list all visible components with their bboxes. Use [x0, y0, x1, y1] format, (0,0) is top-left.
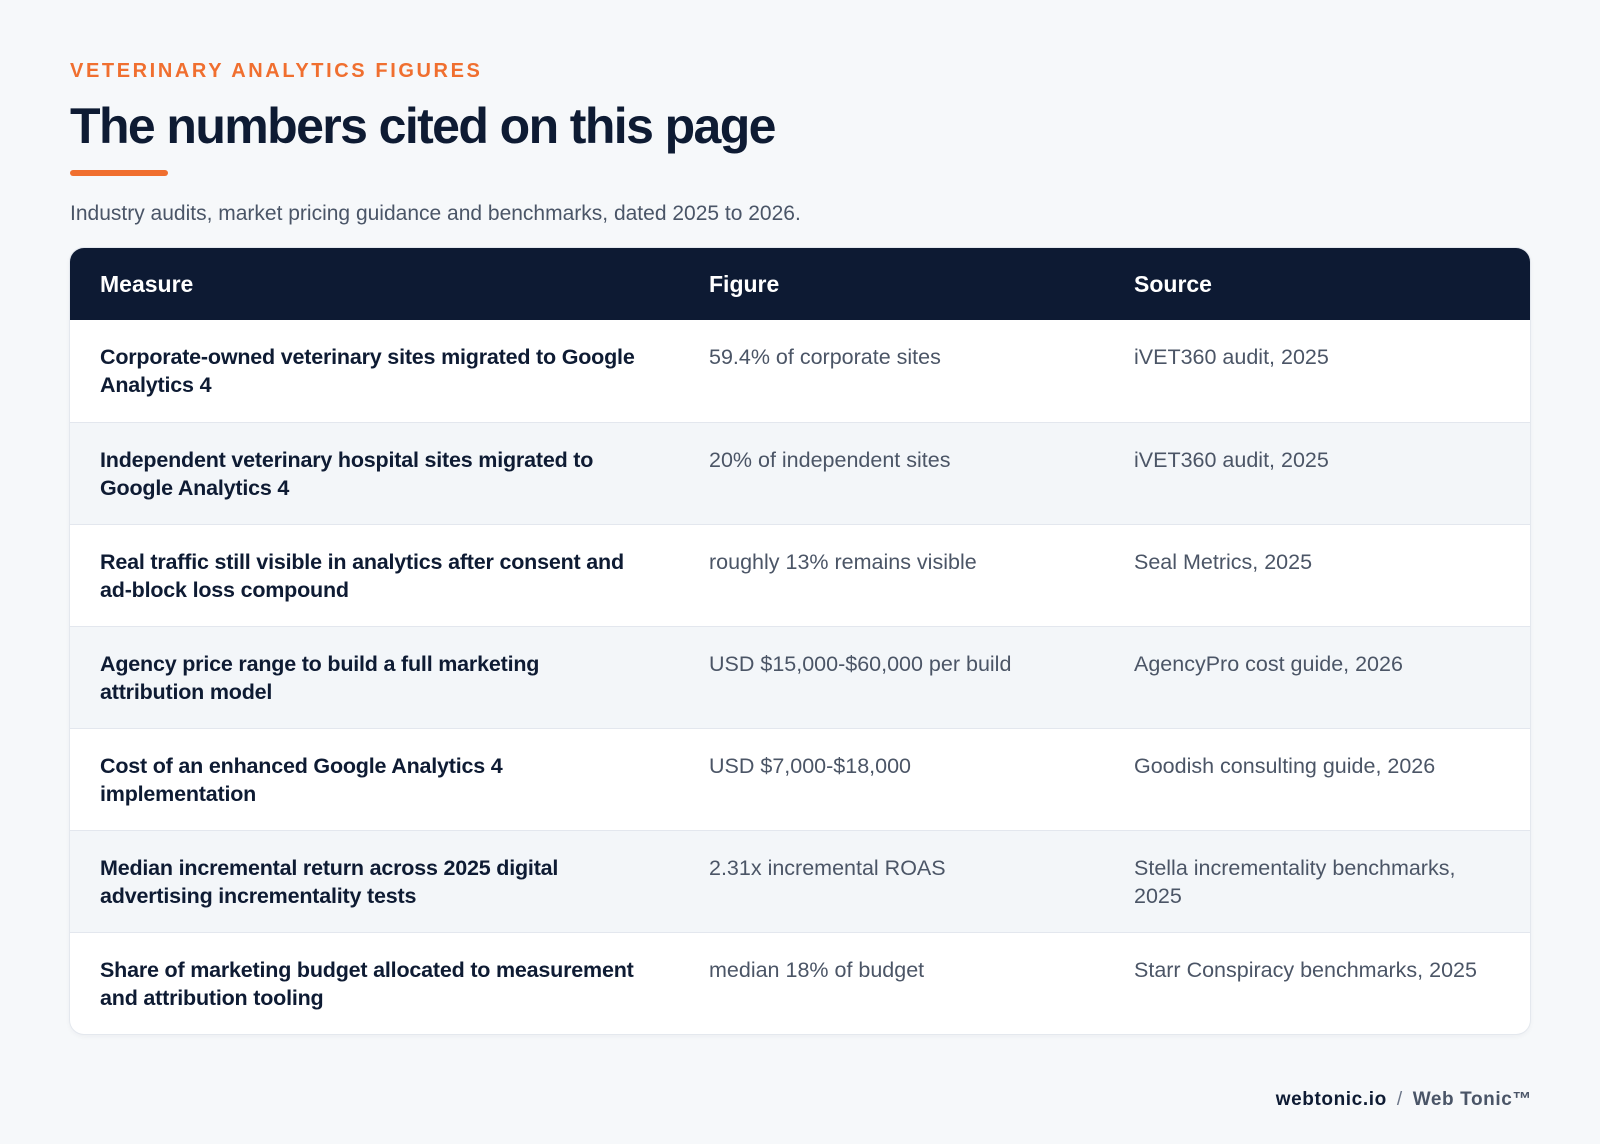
source-cell: iVET360 audit, 2025 — [1134, 447, 1329, 472]
source-cell: Goodish consulting guide, 2026 — [1134, 753, 1436, 778]
title-accent-bar — [70, 170, 168, 176]
footer-site-link[interactable]: webtonic.io — [1275, 1089, 1387, 1110]
measure-cell: Real traffic still visible in analytics after consent and ad-block loss compound — [100, 549, 624, 602]
table-row — [70, 320, 1530, 422]
column-header-source: Source — [1134, 270, 1212, 297]
figure-cell: median 18% of budget — [709, 957, 925, 982]
table-row — [70, 626, 1530, 728]
source-cell: AgencyPro cost guide, 2026 — [1134, 651, 1403, 676]
figures-table-card — [70, 248, 1530, 1034]
figure-cell: roughly 13% remains visible — [709, 549, 977, 574]
page-title: The numbers cited on this page — [70, 98, 775, 154]
table-row — [70, 932, 1530, 1034]
page — [70, 58, 1530, 1010]
footer-separator: / — [1396, 1089, 1403, 1110]
measure-cell: Median incremental return across 2025 digital advertising incrementality tests — [100, 855, 559, 908]
figure-cell: 59.4% of corporate sites — [709, 345, 941, 369]
figure-cell: USD $15,000-$60,000 per build — [709, 651, 1012, 676]
source-cell: Stella incrementality benchmarks, 2025 — [1134, 855, 1456, 908]
page-subtitle: Industry audits, market pricing guidance and benchmarks, dated 2025 to 2026. — [70, 202, 801, 225]
column-header-measure: Measure — [100, 270, 194, 297]
column-header-figure: Figure — [709, 270, 780, 297]
table-header-row — [70, 248, 1530, 320]
eyebrow-label: VETERINARY ANALYTICS FIGURES — [70, 60, 483, 82]
measure-cell: Share of marketing budget allocated to measurement and attribution tooling — [100, 957, 634, 1010]
table-row — [70, 728, 1530, 830]
measure-cell: Cost of an enhanced Google Analytics 4 implementation — [100, 753, 503, 806]
measure-cell: Agency price range to build a full marketing attribution model — [100, 651, 540, 704]
table-row — [70, 524, 1530, 626]
footer-credit — [1276, 1089, 1532, 1111]
figure-cell: USD $7,000-$18,000 — [709, 753, 912, 778]
figure-cell: 20% of independent sites — [709, 447, 951, 472]
table-row — [70, 830, 1530, 932]
measure-cell: Independent veterinary hospital sites migrated to Google Analytics 4 — [100, 447, 594, 500]
measure-cell: Corporate-owned veterinary sites migrated to Google Analytics 4 — [100, 345, 635, 397]
figures-table — [70, 248, 1530, 1034]
source-cell: Seal Metrics, 2025 — [1134, 549, 1313, 574]
source-cell: Starr Conspiracy benchmarks, 2025 — [1134, 957, 1477, 982]
figure-cell: 2.31x incremental ROAS — [709, 855, 946, 880]
table-row — [70, 422, 1530, 524]
footer-brand: Web Tonic™ — [1412, 1089, 1532, 1110]
source-cell: iVET360 audit, 2025 — [1134, 345, 1329, 369]
